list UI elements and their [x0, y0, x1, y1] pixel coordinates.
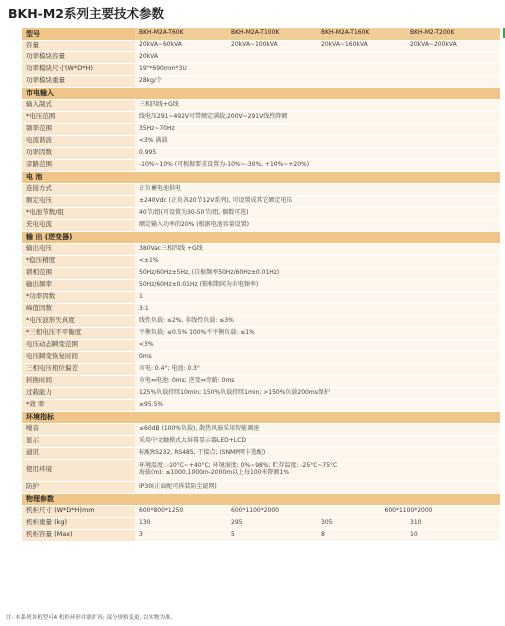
spec-table — [22, 28, 500, 542]
table-row — [22, 529, 500, 541]
row-label: *电压波形失真度 — [22, 315, 135, 327]
row-value: 平衡负载: ≤0.5% 100%不平衡负载: ≤1% — [135, 327, 500, 339]
table-row — [22, 159, 500, 171]
table-row — [22, 339, 500, 351]
row-value: 35Hz~70Hz — [135, 123, 500, 135]
section-title: 输 出 (逆变器) — [22, 231, 500, 243]
table-row — [22, 135, 500, 147]
row-value: 市电⇔电池: 0ms; 逆变⇔旁路: 0ms — [135, 375, 500, 387]
row-value: 0.995 — [135, 147, 500, 159]
row-value: 130 — [135, 517, 227, 529]
table-row — [22, 267, 500, 279]
table-row — [22, 435, 500, 447]
row-label: *电池节数/组 — [22, 207, 135, 219]
table-row — [22, 375, 500, 387]
row-label: 锁相范围 — [22, 267, 135, 279]
table-row — [22, 387, 500, 399]
section-title: 电 池 — [22, 171, 500, 183]
row-value: ±240Vdc (正负各20节12V系列), 可设置成其它额定电压 — [135, 195, 500, 207]
section-header — [22, 411, 500, 423]
table-row — [22, 351, 500, 363]
row-label: 电压瞬变恢复时间 — [22, 351, 135, 363]
row-label: 功率模块容量 — [22, 51, 135, 63]
row-value: IP30(正面配可拆装防尘滤网) — [135, 481, 500, 493]
row-label: *三相电压不平衡度 — [22, 327, 135, 339]
usage-line: 环境温度: -10°C~+40°C; 环境湿度: 0%~98%; 贮存温度: -25°C~75°C — [139, 462, 338, 470]
row-value: 600*1100*2000 — [317, 505, 500, 517]
row-label: 机柜尺寸 (W*D*H)mm — [22, 505, 135, 517]
row-label: 容量 — [22, 40, 135, 51]
row-value: 600*1100*2000 — [227, 505, 317, 517]
row-value: 线性负载: ≤2%, 非线性负载: ≤3% — [135, 315, 500, 327]
model-name: BKH-M2-T200K — [406, 28, 500, 40]
table-row — [22, 315, 500, 327]
row-label: 输出频率 — [22, 279, 135, 291]
row-label: 充电电流 — [22, 219, 135, 231]
row-label: 防护 — [22, 481, 135, 493]
row-label: 转换时间 — [22, 375, 135, 387]
row-label: *功率因数 — [22, 291, 135, 303]
row-value: 20kVA~60kVA — [135, 40, 227, 51]
row-label: 电流谐波 — [22, 135, 135, 147]
table-row — [22, 279, 500, 291]
table-row — [22, 123, 500, 135]
table-row — [22, 423, 500, 435]
row-value: -10%~10% (可根据要求设置为-10%~-30%, +10%~+20%) — [135, 159, 500, 171]
row-label: 三相电压相位偏差 — [22, 363, 135, 375]
section-title: 环境指标 — [22, 411, 500, 423]
table-row — [22, 207, 500, 219]
row-value: 5 — [227, 529, 317, 541]
row-value: 380Vac三相四线 +G线 — [135, 243, 500, 255]
row-label: 连接方式 — [22, 183, 135, 195]
usage-line: 海拔(m): ≤1000,1000m-2000m以上每100米降额1% — [139, 469, 290, 476]
row-value — [135, 459, 500, 481]
row-label: 过载能力 — [22, 387, 135, 399]
section-header — [22, 87, 500, 99]
row-value: 1 — [135, 291, 500, 303]
section-title: 市电输入 — [22, 87, 500, 99]
model-header-label: 型号 — [22, 28, 135, 40]
row-label: 输入制式 — [22, 99, 135, 111]
table-row — [22, 459, 500, 481]
table-row — [22, 195, 500, 207]
row-label: 机柜重量 (kg) — [22, 517, 135, 529]
model-name: BKH-M2A-T100K — [227, 28, 317, 40]
row-value: 8 — [317, 529, 406, 541]
row-label: *效 率 — [22, 399, 135, 411]
row-value: 20kVA~160kVA — [317, 40, 406, 51]
row-value: 125%负载持续10min; 150%负载持续1min; >150%负载200ms保护 — [135, 387, 500, 399]
row-value: <±1% — [135, 255, 500, 267]
row-label: 输出电压 — [22, 243, 135, 255]
table-row — [22, 481, 500, 493]
row-label: 机柜容量 (Max) — [22, 529, 135, 541]
row-label: 使用环境 — [22, 459, 135, 481]
row-label: 功率模块重量 — [22, 75, 135, 87]
table-row — [22, 75, 500, 87]
row-label: 噪音 — [22, 423, 135, 435]
model-name: BKH-M2A-T60K — [135, 28, 227, 40]
table-row — [22, 363, 500, 375]
table-row — [22, 183, 500, 195]
row-value: 标配RS232, RS485, 干接点; (SNMP网卡选配) — [135, 447, 500, 459]
row-value: 三相四线+G线 — [135, 99, 500, 111]
row-label: 功率模块尺寸(W*D*H) — [22, 63, 135, 75]
row-value: 310 — [406, 517, 500, 529]
table-row — [22, 243, 500, 255]
footnote: 注: 本系列各机型可4 机柜环形并联扩容; 部分规格变更, 以实物为准。 — [6, 615, 176, 621]
row-value: 20kVA~200kVA — [406, 40, 500, 51]
section-header — [22, 493, 500, 505]
model-name: BKH-M2A-T160K — [317, 28, 406, 40]
row-value: ≥95.5% — [135, 399, 500, 411]
row-value: 0ms — [135, 351, 500, 363]
row-label: 电压动态瞬变范围 — [22, 339, 135, 351]
row-value: 295 — [227, 517, 317, 529]
row-value: 3:1 — [135, 303, 500, 315]
row-label: 额定电压 — [22, 195, 135, 207]
table-row — [22, 147, 500, 159]
row-value: 305 — [317, 517, 406, 529]
row-label: 频率范围 — [22, 123, 135, 135]
row-value: 线电压291~492V可带额定满载;200V~291V线性降额 — [135, 111, 500, 123]
row-label: 功率因数 — [22, 147, 135, 159]
row-label: 显示 — [22, 435, 135, 447]
row-value: 600*800*1250 — [135, 505, 227, 517]
row-value: 10 — [406, 529, 500, 541]
section-title: 物理参数 — [22, 493, 500, 505]
row-label: 通讯 — [22, 447, 135, 459]
table-row — [22, 51, 500, 63]
row-value: <3% — [135, 339, 500, 351]
row-value: 28kg/个 — [135, 75, 500, 87]
row-value: 3 — [135, 529, 227, 541]
section-header — [22, 171, 500, 183]
row-value: 50Hz/60Hz±5Hz, (自振频率50Hz/60Hz±0.01Hz) — [135, 267, 500, 279]
row-label: 峰值因数 — [22, 303, 135, 315]
row-value: 50Hz/60Hz±0.01Hz (锁相期间为市电频率) — [135, 279, 500, 291]
table-row — [22, 219, 500, 231]
row-label: *稳压精度 — [22, 255, 135, 267]
table-row — [22, 40, 500, 51]
table-row — [22, 505, 500, 517]
page-title: BKH-M2系列主要技术参数 — [8, 6, 165, 21]
row-value: <3% 满载 — [135, 135, 500, 147]
table-row — [22, 303, 500, 315]
table-row — [22, 291, 500, 303]
row-label: 旁路范围 — [22, 159, 135, 171]
table-row — [22, 255, 500, 267]
row-value: ≤60dB (100%负载), 散热风扇采用智能调速 — [135, 423, 500, 435]
table-row — [22, 63, 500, 75]
model-header-row — [22, 28, 500, 40]
row-value: 采用中文触摸式大屏幕显示器LED+LCD — [135, 435, 500, 447]
table-row — [22, 327, 500, 339]
row-value: 20kVA — [135, 51, 500, 63]
table-row — [22, 111, 500, 123]
table-row — [22, 447, 500, 459]
row-value: 40节/组(可设置为30-50节/组, 偶数可选) — [135, 207, 500, 219]
row-value: 正负蓄电池供电 — [135, 183, 500, 195]
table-row — [22, 517, 500, 529]
table-row — [22, 99, 500, 111]
row-value: 19"*690mm*3U — [135, 63, 500, 75]
row-value: 市电: 0.4°; 电池: 0.3° — [135, 363, 500, 375]
row-value: 20kVA~100kVA — [227, 40, 317, 51]
section-header — [22, 231, 500, 243]
row-label: *电压范围 — [22, 111, 135, 123]
table-row — [22, 399, 500, 411]
row-value: 额定输入功率的20% (根据电池容量设置) — [135, 219, 500, 231]
